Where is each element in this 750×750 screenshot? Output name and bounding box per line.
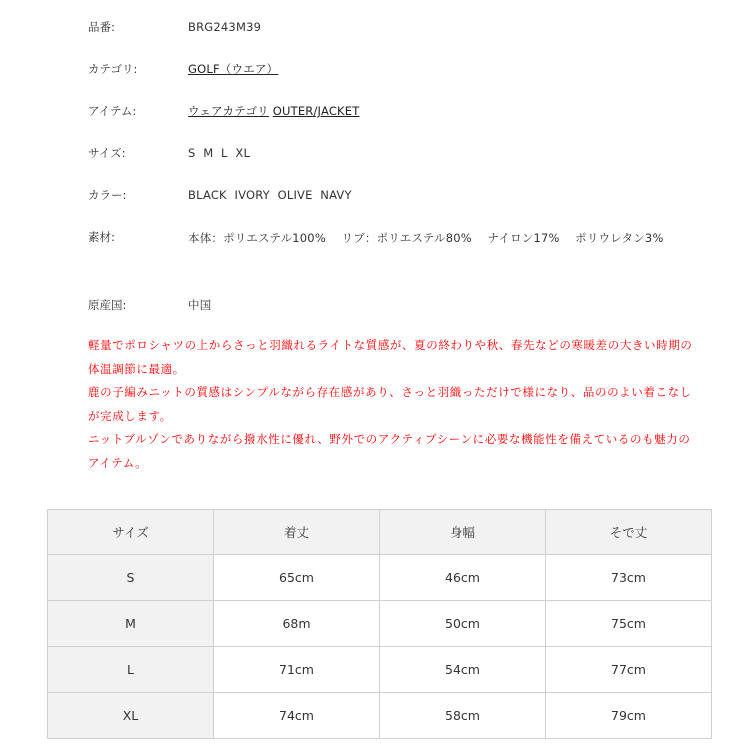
outer-jacket-link[interactable]: OUTER/JACKET xyxy=(272,104,360,118)
spec-row-category xyxy=(88,56,278,82)
table-cell: 46cm xyxy=(380,555,546,601)
table-cell: 71cm xyxy=(214,647,380,693)
header-width: 身幅 xyxy=(380,510,546,555)
product-description xyxy=(88,334,698,475)
spec-value: 中国 xyxy=(188,298,212,312)
spec-value: 本体：ポリエステル100% リブ：ポリエステル80% ナイロン17% ポリウレタン3% xyxy=(188,231,664,245)
description-paragraph: 軽量でポロシャツの上からさっと羽織れるライトな質感が、夏の終わりや秋、春先などの寒暖差の大きい時期の体温調節に最適。 xyxy=(88,338,693,376)
header-size: サイズ xyxy=(48,510,214,555)
table-cell: 73cm xyxy=(546,555,712,601)
description-paragraph: ニットブルゾンでありながら撥水性に優れ、野外でのアクティブシーンに必要な機能性を備えているのも魅力のアイテム。 xyxy=(88,432,691,470)
wear-category-link[interactable]: ウェアカテゴリ xyxy=(188,104,269,118)
table-cell: 50cm xyxy=(380,601,546,647)
spec-row-origin xyxy=(88,292,211,318)
header-length: 着丈 xyxy=(214,510,380,555)
table-row xyxy=(48,555,712,601)
spec-value: BRG243M39 xyxy=(188,20,262,34)
table-row xyxy=(48,601,712,647)
spec-label: 品番: xyxy=(88,20,115,34)
table-cell: 58cm xyxy=(380,693,546,739)
spec-label: アイテム: xyxy=(88,104,137,118)
category-link[interactable]: GOLF（ウエア） xyxy=(188,62,279,76)
size-cell: L xyxy=(48,647,214,693)
header-sleeve: そで丈 xyxy=(546,510,712,555)
size-cell: M xyxy=(48,601,214,647)
spec-label: サイズ: xyxy=(88,146,126,160)
table-cell: 68m xyxy=(214,601,380,647)
spec-value: BLACK IVORY OLIVE NAVY xyxy=(188,188,352,202)
table-cell: 74cm xyxy=(214,693,380,739)
table-row xyxy=(48,693,712,739)
spec-label: カテゴリ: xyxy=(88,62,138,76)
table-cell: 65cm xyxy=(214,555,380,601)
table-cell: 79cm xyxy=(546,693,712,739)
size-table-header xyxy=(48,510,712,555)
spec-label: 原産国: xyxy=(88,298,127,312)
spec-row-material xyxy=(88,224,688,252)
spec-row-product-no xyxy=(88,14,261,40)
spec-row-item xyxy=(88,98,359,124)
size-table xyxy=(47,509,712,739)
spec-value: S M L XL xyxy=(188,146,251,160)
table-cell: 54cm xyxy=(380,647,546,693)
table-cell: 75cm xyxy=(546,601,712,647)
size-cell: XL xyxy=(48,693,214,739)
spec-row-size xyxy=(88,140,250,166)
table-cell: 77cm xyxy=(546,647,712,693)
table-row xyxy=(48,647,712,693)
spec-row-color xyxy=(88,182,352,208)
size-cell: S xyxy=(48,555,214,601)
spec-label: 素材: xyxy=(88,230,115,244)
description-paragraph: 鹿の子編みニットの質感はシンプルながら存在感があり、さっと羽織っただけで様になり、品ののよい着こなしが完成します。 xyxy=(88,385,692,423)
spec-label: カラー: xyxy=(88,188,127,202)
